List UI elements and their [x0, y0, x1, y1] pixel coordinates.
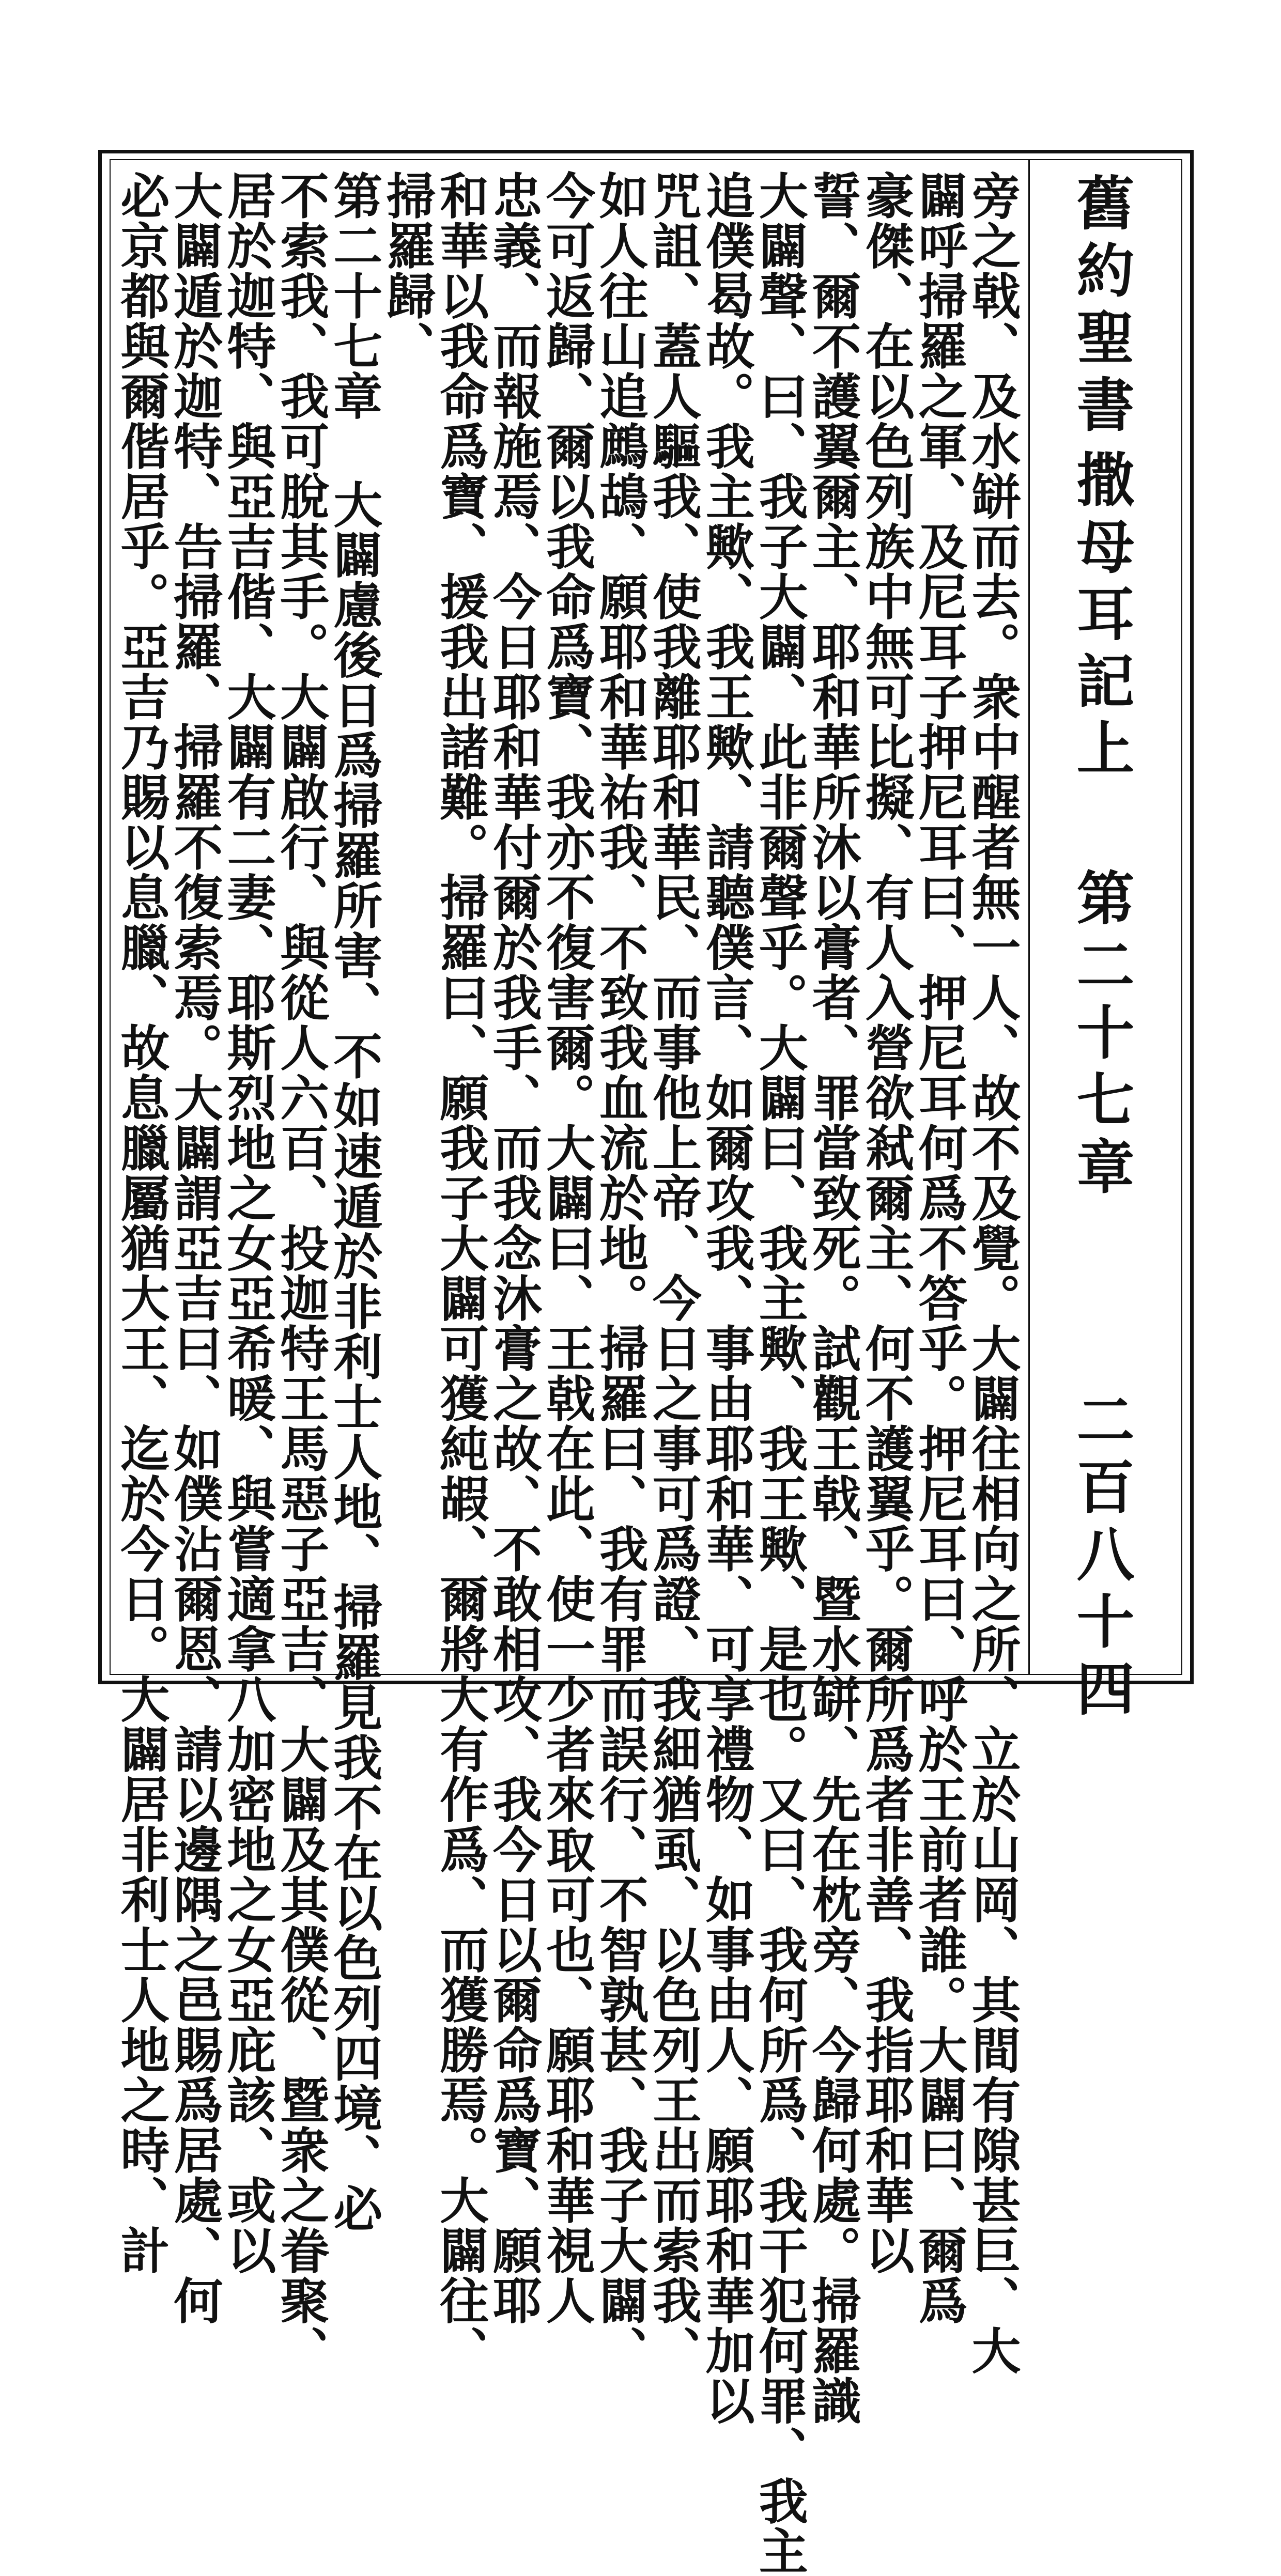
text-column: 大闢聲、曰、我子大闢、此非爾聲乎。大闢曰、我主歟、我王歟、是也。又曰、我何所爲、我干犯何罪、我主 — [751, 170, 809, 2576]
header-section — [1064, 449, 1137, 785]
book-title: 舊約聖書 — [1067, 173, 1135, 442]
text-column-overflow: 必京都與爾偕居乎。亞吉乃賜以息臘、故息臘屬猶大王、迄於今日。大闢居非利士人地之時、計 — [112, 170, 170, 2275]
text-column: 今可返歸、爾以我命爲寶、我亦不復害爾。大闢曰、王戟在此、使一少者來取可也、願耶和華視人 — [538, 170, 596, 2325]
text-column: 忠義、而報施焉、今日耶和華付爾於我手、而我念沐膏之故、不敢相攻、我今日以爾命爲寶、願耶 — [485, 170, 543, 2325]
text-column: 闢呼掃羅之軍、及尼耳子押尼耳曰、押尼耳何爲不答乎。押尼耳曰、呼於王前者誰。大闢曰、爾爲 — [910, 170, 968, 2325]
text-column: 誓、爾不護翼爾主、耶和華所沐以膏者、罪當致死。試觀王戟、暨水缾、先在枕旁、今歸何處。掃羅識 — [804, 170, 862, 2426]
text-column: 掃羅歸、 — [378, 170, 436, 371]
section-title: 撒母耳記上 — [1067, 449, 1135, 785]
text-column: 旁之戟、及水缾而去。衆中醒者無一人、故不及覺。大闢往相向之所、立於山岡、其間有隙甚巨、大 — [963, 170, 1021, 2376]
text-column: 第二十七章 大闢慮後日爲掃羅所害、不如速遁於非利士人地、掃羅見我不在以色列四境、必 — [325, 170, 383, 2233]
text-column: 追僕曷故。我主歟、我王歟、請聽僕言、如爾攻我、事由耶和華、可享禮物、如事由人、願耶和華加以 — [698, 170, 755, 2426]
text-column: 居於迦特、與亞吉偕、大闢有二妻、耶斯烈地之女亞希暖、與嘗適拿八加密地之女亞庇該、或以 — [219, 170, 276, 2275]
text-column: 和華以我命爲寶、援我出諸難。掃羅曰、願我子大闢可獲純嘏、爾將大有作爲、而獲勝焉。大闢往、 — [431, 170, 489, 2376]
page-number: 二百八十四 — [1067, 1390, 1135, 1726]
text-column: 如人往山追鷓鴣、願耶和華祐我、不致我血流於地。掃羅曰、我有罪而誤行、不智孰甚、我子大闢、 — [591, 170, 649, 2376]
chapter-label: 第二十七章 — [1067, 868, 1135, 1204]
header-column — [1064, 173, 1137, 442]
text-column: 大闢遁於迦特、告掃羅、掃羅不復索焉。大闢謂亞吉曰、如僕沾爾恩、請以邊隅之邑賜爲居處、何 — [165, 170, 223, 2325]
text-column: 豪傑、在以色列族中無可比擬、有人入營欲弒爾主、何不護翼乎。爾所爲者非善、我指耶和華以 — [857, 170, 915, 2275]
text-column: 不索我、我可脫其手。大闢啟行、與從人六百、投迦特王馬惡子亞吉、大闢及其僕從、暨衆之眷聚、 — [272, 170, 330, 2376]
header-page — [1064, 1390, 1137, 1726]
header-chapter — [1064, 868, 1137, 1204]
text-column: 咒詛、蓋人驅我、使我離耶和華民、而事他上帝、今日之事可爲證、我細猶虱、以色列王出而索我、 — [644, 170, 702, 2376]
header-divider — [1028, 159, 1030, 1675]
